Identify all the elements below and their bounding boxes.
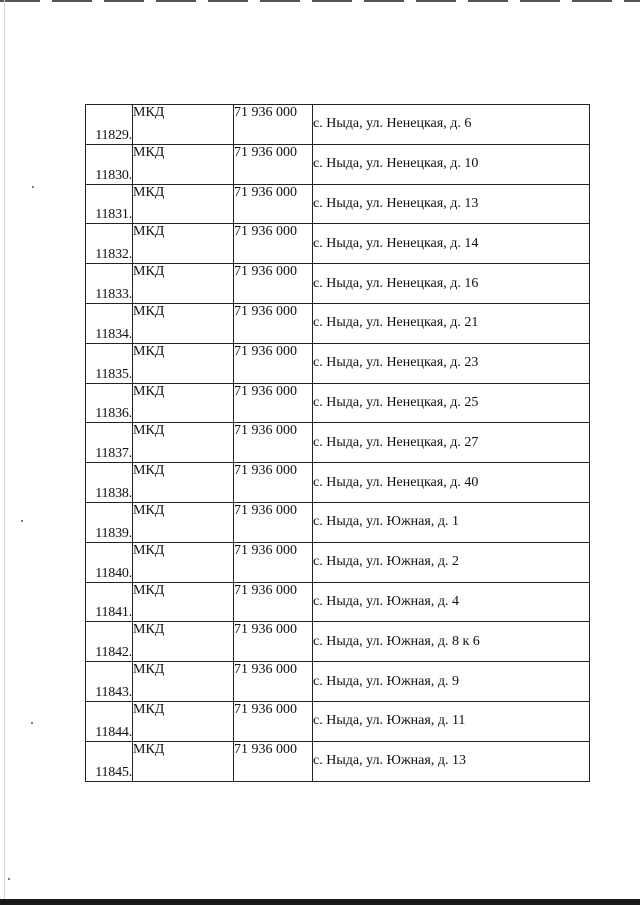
table-row (86, 303, 590, 343)
oktmo-code-cell: 71 936 000 (234, 701, 313, 741)
scan-left-edge (4, 0, 5, 905)
table-row (86, 741, 590, 781)
table-row (86, 662, 590, 702)
address-cell: с. Ныда, ул. Ненецкая, д. 6 (313, 105, 590, 145)
address-cell: с. Ныда, ул. Южная, д. 1 (313, 502, 590, 542)
address-cell: с. Ныда, ул. Ненецкая, д. 23 (313, 343, 590, 383)
table-row (86, 343, 590, 383)
address-cell: с. Ныда, ул. Ненецкая, д. 16 (313, 264, 590, 304)
object-type-cell: МКД (133, 662, 234, 702)
oktmo-code-cell: 71 936 000 (234, 542, 313, 582)
table-row (86, 105, 590, 145)
row-number-cell: 11841. (86, 582, 133, 622)
address-cell: с. Ныда, ул. Южная, д. 9 (313, 662, 590, 702)
row-number-cell: 11837. (86, 423, 133, 463)
row-number-cell: 11830. (86, 144, 133, 184)
oktmo-code-cell: 71 936 000 (234, 741, 313, 781)
scan-speck (8, 878, 10, 880)
address-cell: с. Ныда, ул. Ненецкая, д. 21 (313, 303, 590, 343)
row-number-cell: 11842. (86, 622, 133, 662)
oktmo-code-cell: 71 936 000 (234, 622, 313, 662)
oktmo-code-cell: 71 936 000 (234, 224, 313, 264)
registry-table-body (86, 105, 590, 782)
row-number-cell: 11832. (86, 224, 133, 264)
oktmo-code-cell: 71 936 000 (234, 105, 313, 145)
oktmo-code-cell: 71 936 000 (234, 502, 313, 542)
oktmo-code-cell: 71 936 000 (234, 184, 313, 224)
object-type-cell: МКД (133, 184, 234, 224)
row-number-cell: 11829. (86, 105, 133, 145)
object-type-cell: МКД (133, 303, 234, 343)
oktmo-code-cell: 71 936 000 (234, 383, 313, 423)
oktmo-code-cell: 71 936 000 (234, 343, 313, 383)
address-cell: с. Ныда, ул. Ненецкая, д. 25 (313, 383, 590, 423)
table-row (86, 264, 590, 304)
table-row (86, 502, 590, 542)
row-number-cell: 11839. (86, 502, 133, 542)
object-type-cell: МКД (133, 582, 234, 622)
row-number-cell: 11844. (86, 701, 133, 741)
address-cell: с. Ныда, ул. Южная, д. 8 к 6 (313, 622, 590, 662)
object-type-cell: МКД (133, 502, 234, 542)
table-row (86, 542, 590, 582)
table-row (86, 463, 590, 503)
table-row (86, 701, 590, 741)
oktmo-code-cell: 71 936 000 (234, 463, 313, 503)
oktmo-code-cell: 71 936 000 (234, 423, 313, 463)
row-number-cell: 11843. (86, 662, 133, 702)
object-type-cell: МКД (133, 383, 234, 423)
object-type-cell: МКД (133, 343, 234, 383)
row-number-cell: 11836. (86, 383, 133, 423)
object-type-cell: МКД (133, 622, 234, 662)
scan-bottom-edge (0, 899, 640, 905)
object-type-cell: МКД (133, 105, 234, 145)
address-cell: с. Ныда, ул. Южная, д. 4 (313, 582, 590, 622)
scan-speck (21, 520, 23, 522)
address-cell: с. Ныда, ул. Южная, д. 11 (313, 701, 590, 741)
object-type-cell: МКД (133, 542, 234, 582)
object-type-cell: МКД (133, 264, 234, 304)
row-number-cell: 11835. (86, 343, 133, 383)
row-number-cell: 11833. (86, 264, 133, 304)
object-type-cell: МКД (133, 144, 234, 184)
oktmo-code-cell: 71 936 000 (234, 662, 313, 702)
row-number-cell: 11834. (86, 303, 133, 343)
row-number-cell: 11845. (86, 741, 133, 781)
housing-registry-table (85, 104, 590, 782)
address-cell: с. Ныда, ул. Ненецкая, д. 40 (313, 463, 590, 503)
table-row (86, 224, 590, 264)
oktmo-code-cell: 71 936 000 (234, 144, 313, 184)
table-row (86, 582, 590, 622)
oktmo-code-cell: 71 936 000 (234, 264, 313, 304)
scan-top-edge (0, 0, 640, 2)
object-type-cell: МКД (133, 224, 234, 264)
oktmo-code-cell: 71 936 000 (234, 582, 313, 622)
scan-speck (31, 722, 33, 724)
address-cell: с. Ныда, ул. Южная, д. 2 (313, 542, 590, 582)
address-cell: с. Ныда, ул. Ненецкая, д. 10 (313, 144, 590, 184)
table-row (86, 622, 590, 662)
table-row (86, 383, 590, 423)
address-cell: с. Ныда, ул. Ненецкая, д. 14 (313, 224, 590, 264)
object-type-cell: МКД (133, 423, 234, 463)
row-number-cell: 11840. (86, 542, 133, 582)
oktmo-code-cell: 71 936 000 (234, 303, 313, 343)
table-row (86, 423, 590, 463)
row-number-cell: 11838. (86, 463, 133, 503)
table-row (86, 184, 590, 224)
address-cell: с. Ныда, ул. Ненецкая, д. 27 (313, 423, 590, 463)
object-type-cell: МКД (133, 463, 234, 503)
row-number-cell: 11831. (86, 184, 133, 224)
scan-speck (32, 186, 34, 188)
object-type-cell: МКД (133, 741, 234, 781)
address-cell: с. Ныда, ул. Ненецкая, д. 13 (313, 184, 590, 224)
address-cell: с. Ныда, ул. Южная, д. 13 (313, 741, 590, 781)
table-row (86, 144, 590, 184)
object-type-cell: МКД (133, 701, 234, 741)
